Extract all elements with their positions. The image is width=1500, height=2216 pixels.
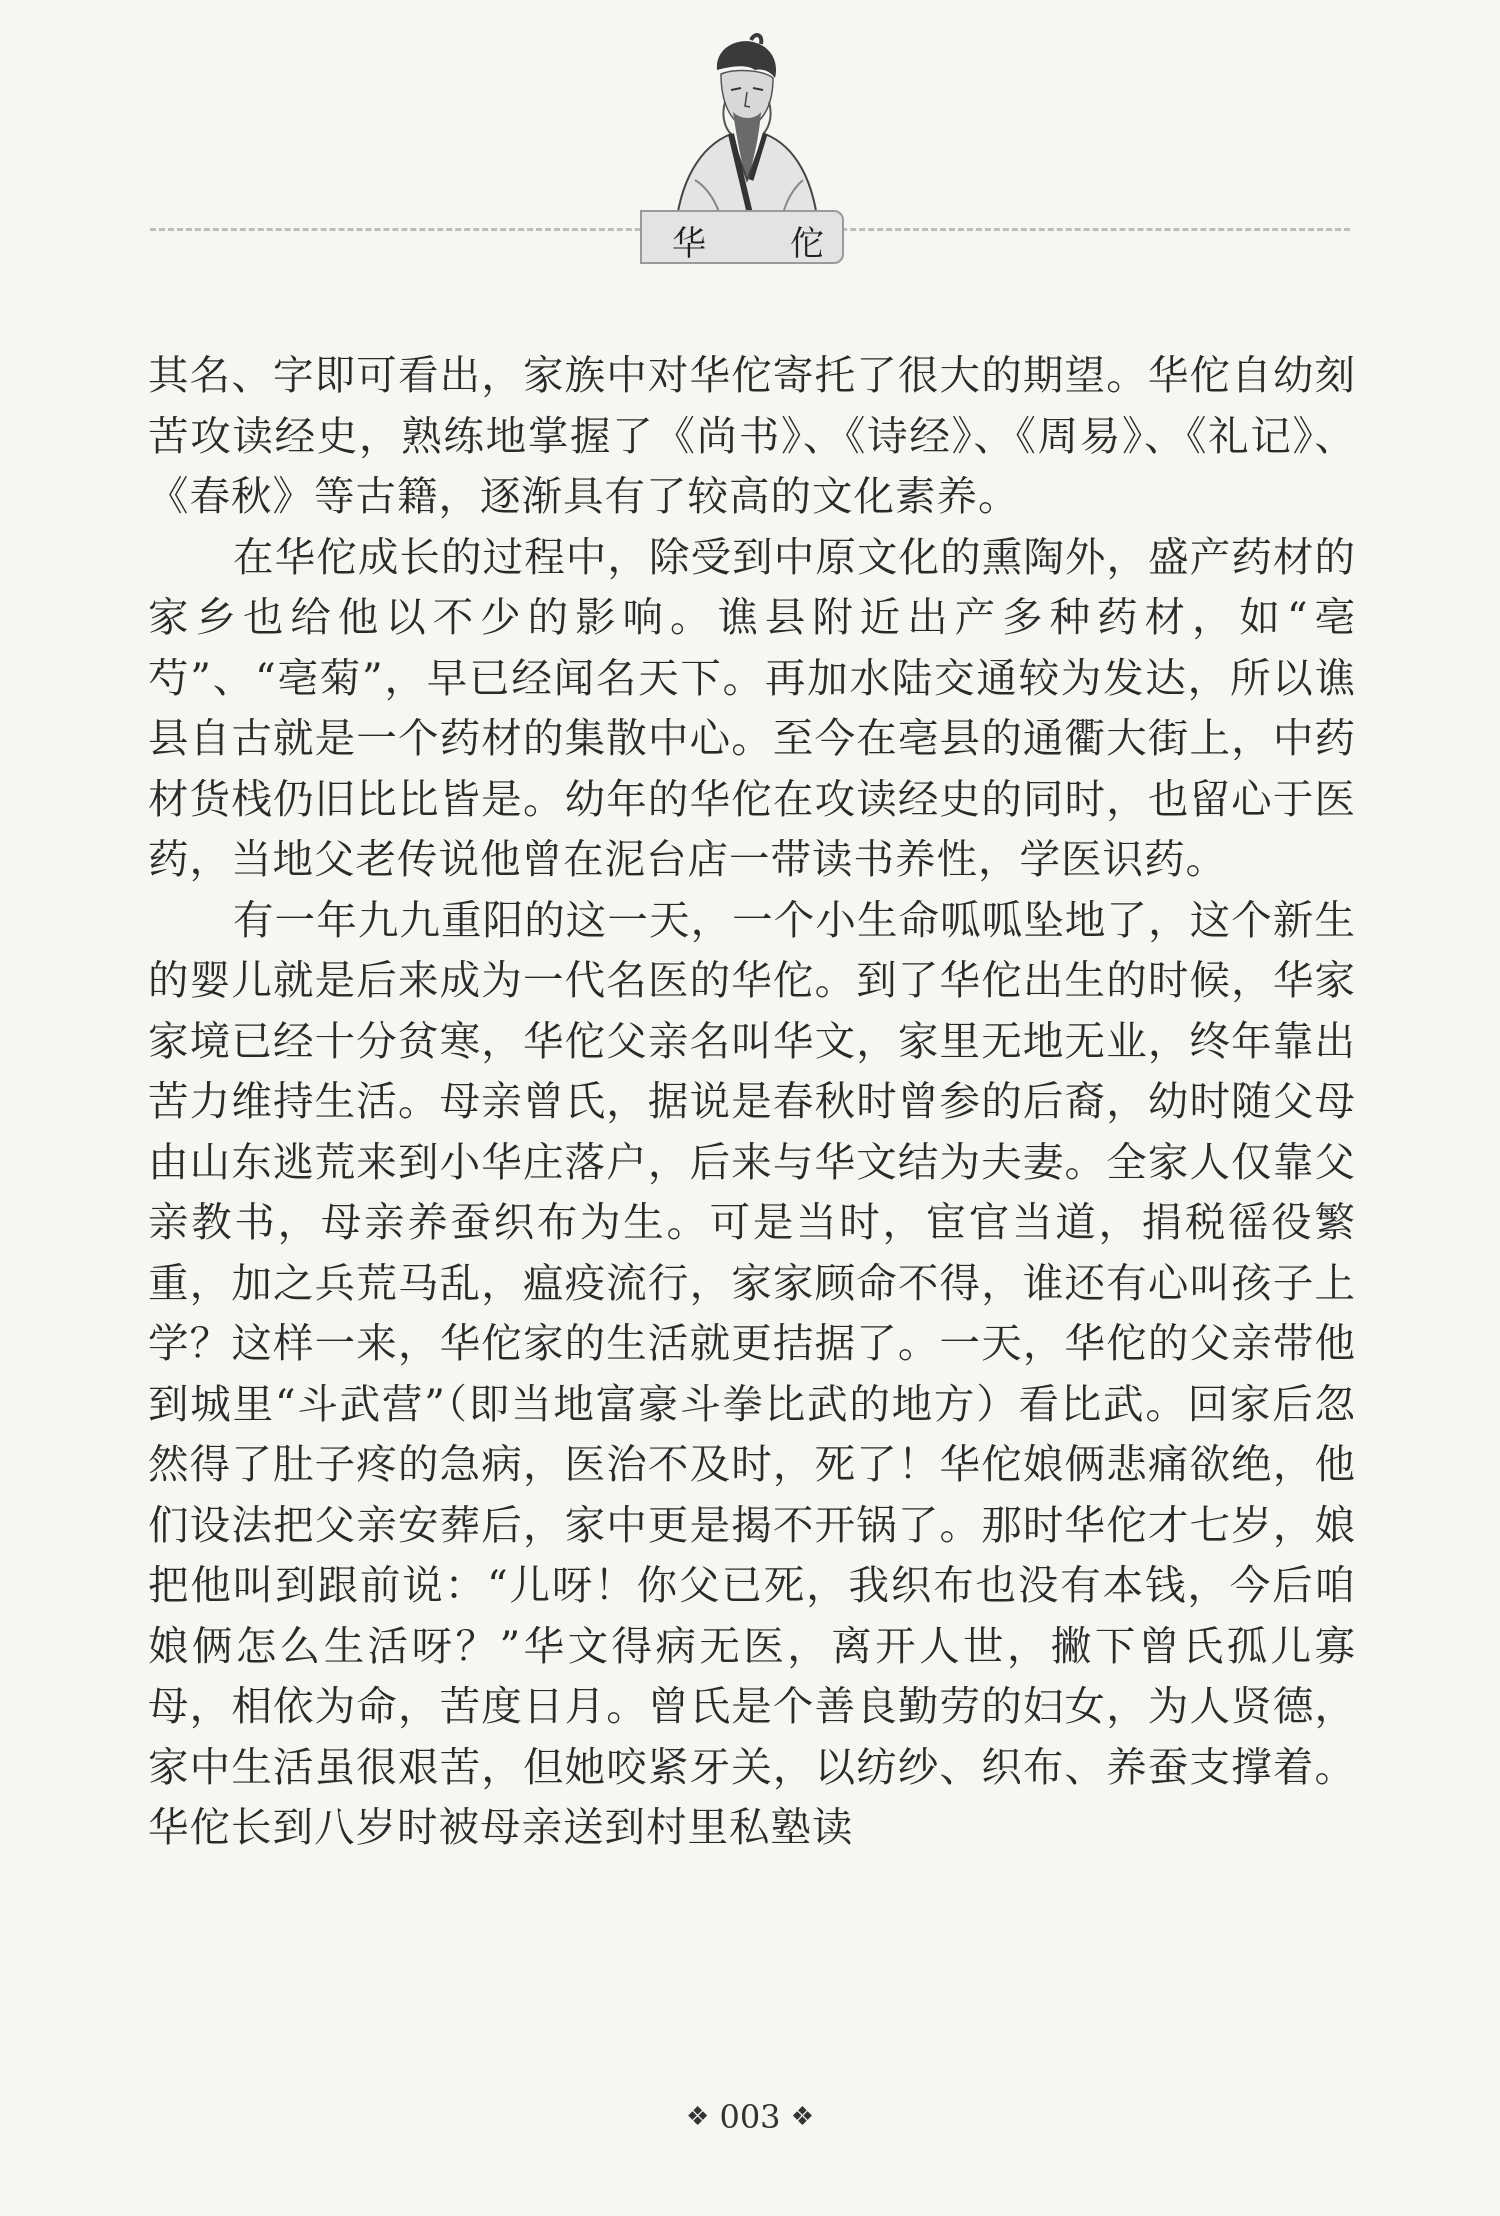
page-footer (0, 2098, 1500, 2136)
page-number: 003 (719, 2098, 781, 2136)
chapter-title-tab (640, 210, 844, 264)
portrait-illustration-icon (655, 30, 835, 235)
chapter-title-char-2: 佗 (790, 224, 824, 264)
body-text (148, 345, 1356, 1858)
paragraph: 有一年九九重阳的这一天，一个小生命呱呱坠地了，这个新生的婴儿就是后来成为一代名医的华佗。到了华佗出生的时候，华家家境已经十分贫寒，华佗父亲名叫华文，家里无地无业，终年靠出苦力维持生活。母亲曾氏，据说是春秋时曾参的后裔，幼时随父母由山东逃荒来到小华庄落户，后来与华文结为夫妻。全家人仅靠父亲教书，母亲养蚕织布为生。可是当时，宦官当道，捐税徭役繁重，加之兵荒马乱，瘟疫流行，家家顾命不得，谁还有心叫孩子上学？这样一来，华佗家的生活就更拮据了。一天，华佗的父亲带他到城里“斗武营”（即当地富豪斗拳比武的地方）看比武。回家后忽然得了肚子疼的急病，医治不及时，死了！华佗娘俩悲痛欲绝，他们设法把父亲安葬后，家中更是揭不开锅了。那时华佗才七岁，娘把他叫到跟前说：“儿呀！你父已死，我织布也没有本钱，今后咱娘俩怎么生活呀？”华文得病无医，离开人世，撇下曾氏孤儿寡母，相依为命，苦度日月。曾氏是个善良勤劳的妇女，为人贤德，家中生活虽很艰苦，但她咬紧牙关，以纺纱、织布、养蚕支撑着。华佗长到八岁时被母亲送到村里私塾读 (148, 895, 1356, 1851)
ornament-left-icon: ❖ (685, 2102, 710, 2132)
page-header (0, 0, 1500, 290)
chapter-title-char-1: 华 (672, 224, 706, 264)
ornament-right-icon: ❖ (790, 2102, 815, 2132)
paragraph: 在华佗成长的过程中，除受到中原文化的熏陶外，盛产药材的家乡也给他以不少的影响。谯县附近出产多种药材，如“亳芍”、“亳菊”，早已经闻名天下。再加水陆交通较为发达，所以谯县自古就是一个药材的集散中心。至今在亳县的通衢大街上，中药材货栈仍旧比比皆是。幼年的华佗在攻读经史的同时，也留心于医药，当地父老传说他曾在泥台店一带读书养性，学医识药。 (148, 532, 1356, 883)
paragraph: 其名、字即可看出，家族中对华佗寄托了很大的期望。华佗自幼刻苦攻读经史，熟练地掌握了《尚书》、《诗经》、《周易》、《礼记》、《春秋》等古籍，逐渐具有了较高的文化素养。 (148, 351, 1356, 520)
